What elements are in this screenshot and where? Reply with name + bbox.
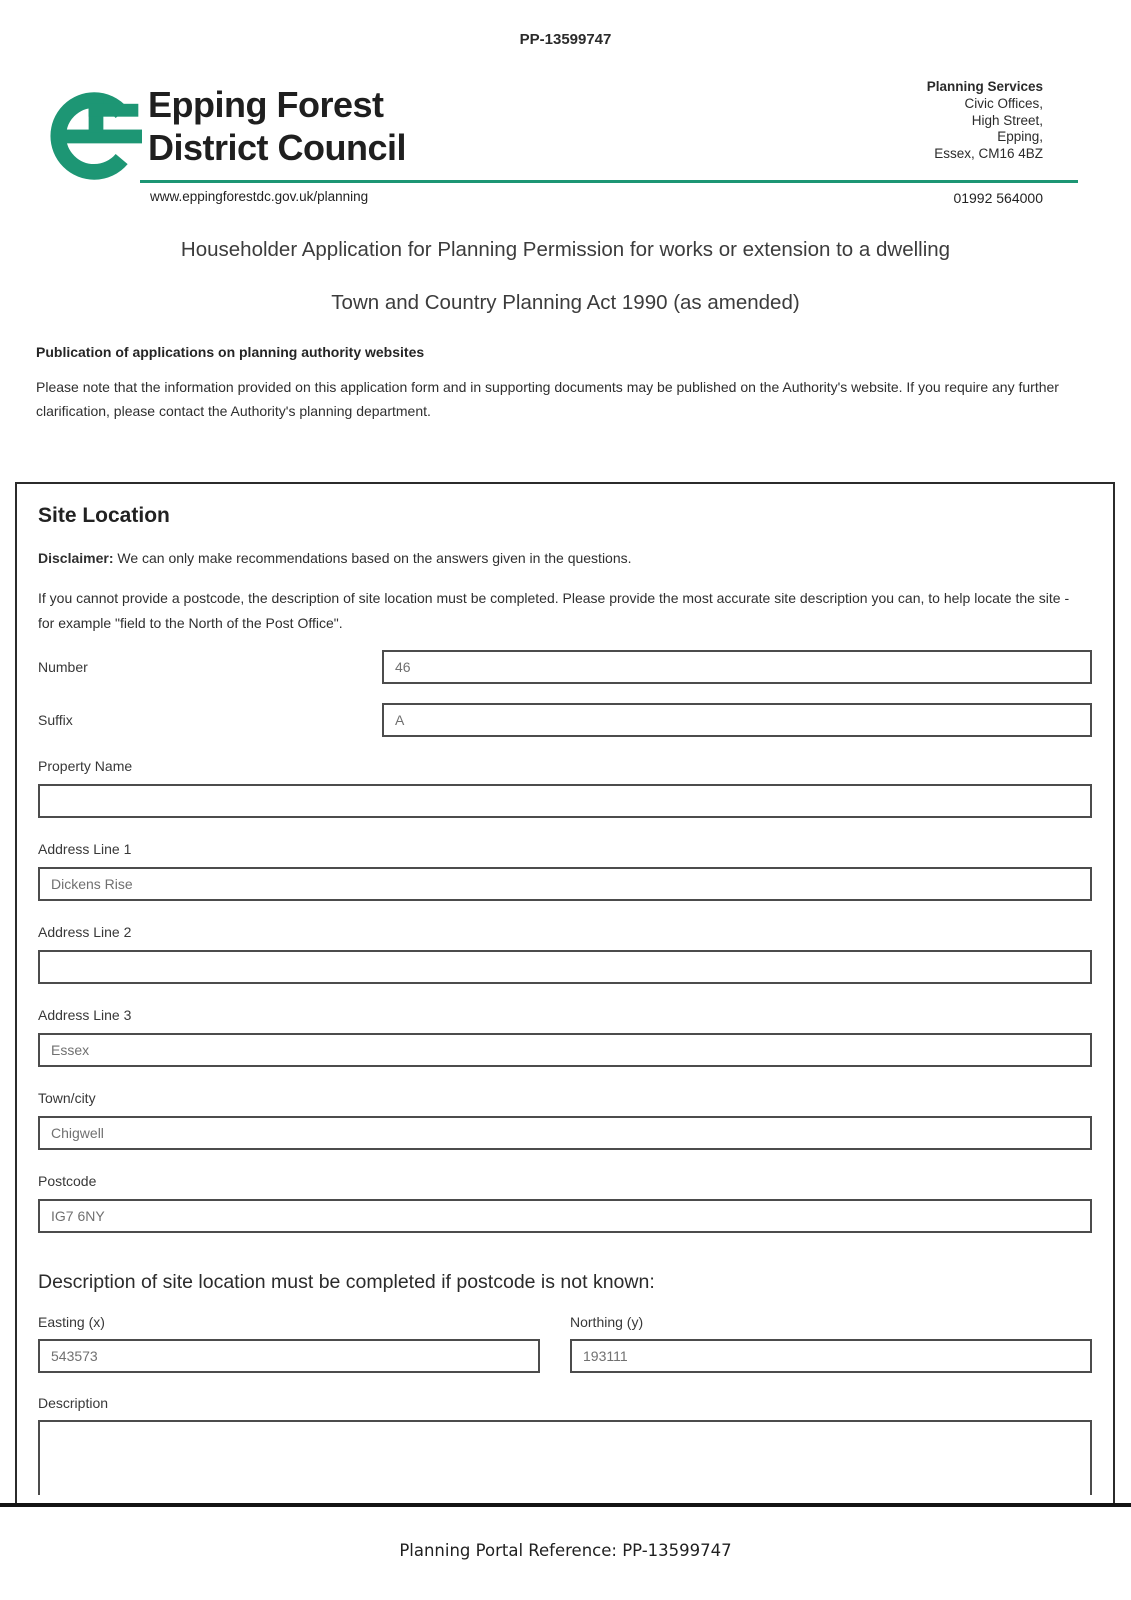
publication-body: Please note that the information provided on this application form and in supporting documents may be published on the Authority's website. If you require any further clarification, please contact the Authority's planning department. (36, 379, 1059, 419)
department-name: Planning Services (926, 79, 1043, 94)
address-line: Essex, CM16 4BZ (934, 146, 1043, 162)
property-name-label: Property Name (38, 758, 133, 774)
northing-label: Northing (y) (570, 1314, 644, 1330)
site-location-intro: If you cannot provide a postcode, the description of site location must be completed. Please provide the most accurate site description you can, to help locate the site - for example "field to the North of the Post Office". (38, 590, 1070, 631)
easting-input[interactable] (38, 1339, 540, 1373)
postcode-input[interactable] (38, 1199, 1092, 1233)
northing-input[interactable] (570, 1339, 1092, 1373)
page-break-rule (0, 1503, 1131, 1507)
coordinates-row (38, 1314, 1092, 1373)
council-name (148, 83, 406, 169)
number-input[interactable] (382, 650, 1092, 684)
field-address-line-2 (38, 924, 1092, 984)
field-property-name (38, 758, 1092, 818)
planning-portal-reference-header: PP-13599747 (519, 31, 612, 48)
council-phone-number: 01992 564000 (953, 190, 1043, 206)
publication-note (36, 344, 1095, 423)
suffix-input[interactable] (382, 703, 1092, 737)
address-line-1-input[interactable] (38, 867, 1092, 901)
town-city-label: Town/city (38, 1090, 96, 1106)
document-header (50, 77, 1078, 205)
department-address-block (927, 79, 1043, 163)
address-line-2-input[interactable] (38, 950, 1092, 984)
description-textarea[interactable] (38, 1420, 1092, 1495)
field-row-suffix (38, 703, 1092, 737)
field-address-line-3 (38, 1007, 1092, 1067)
address-line: Epping, (997, 129, 1043, 145)
field-northing (570, 1314, 1092, 1373)
easting-label: Easting (x) (38, 1314, 105, 1330)
publication-heading: Publication of applications on planning authority websites (36, 344, 425, 360)
council-name-line1: Epping Forest (148, 84, 384, 125)
field-town-city (38, 1090, 1092, 1150)
town-city-input[interactable] (38, 1116, 1092, 1150)
section-heading: Site Location (38, 504, 170, 527)
property-name-input[interactable] (38, 784, 1092, 818)
address-line: Civic Offices, (964, 95, 1043, 111)
description-required-heading: Description of site location must be completed if postcode is not known: (38, 1271, 655, 1293)
address-line: High Street, (971, 112, 1043, 128)
council-website-url: www.eppingforestdc.gov.uk/planning (150, 189, 369, 204)
site-location-section (15, 482, 1115, 1504)
address-line-1-label: Address Line 1 (38, 841, 132, 857)
form-title: Householder Application for Planning Permission for works or extension to a dwelling (180, 238, 951, 261)
address-line-3-label: Address Line 3 (38, 1007, 132, 1023)
council-name-line2: District Council (148, 127, 407, 168)
disclaimer-label: Disclaimer: (38, 550, 114, 566)
brand-divider-rule (140, 180, 1078, 183)
planning-portal-reference-footer: Planning Portal Reference: PP-13599747 (399, 1541, 732, 1560)
suffix-label: Suffix (38, 712, 73, 728)
postcode-label: Postcode (38, 1173, 97, 1189)
address-line-2-label: Address Line 2 (38, 924, 132, 940)
disclaimer-text (38, 550, 1092, 566)
field-address-line-1 (38, 841, 1092, 901)
field-easting (38, 1314, 540, 1373)
form-subtitle: Town and Country Planning Act 1990 (as amended) (331, 291, 800, 314)
number-label: Number (38, 659, 88, 675)
council-logo-ef-icon (50, 77, 142, 195)
address-line-3-input[interactable] (38, 1033, 1092, 1067)
field-row-number (38, 650, 1092, 684)
disclaimer-body: We can only make recommendations based on the answers given in the questions. (113, 550, 632, 566)
description-label: Description (38, 1395, 109, 1411)
field-postcode (38, 1173, 1092, 1233)
